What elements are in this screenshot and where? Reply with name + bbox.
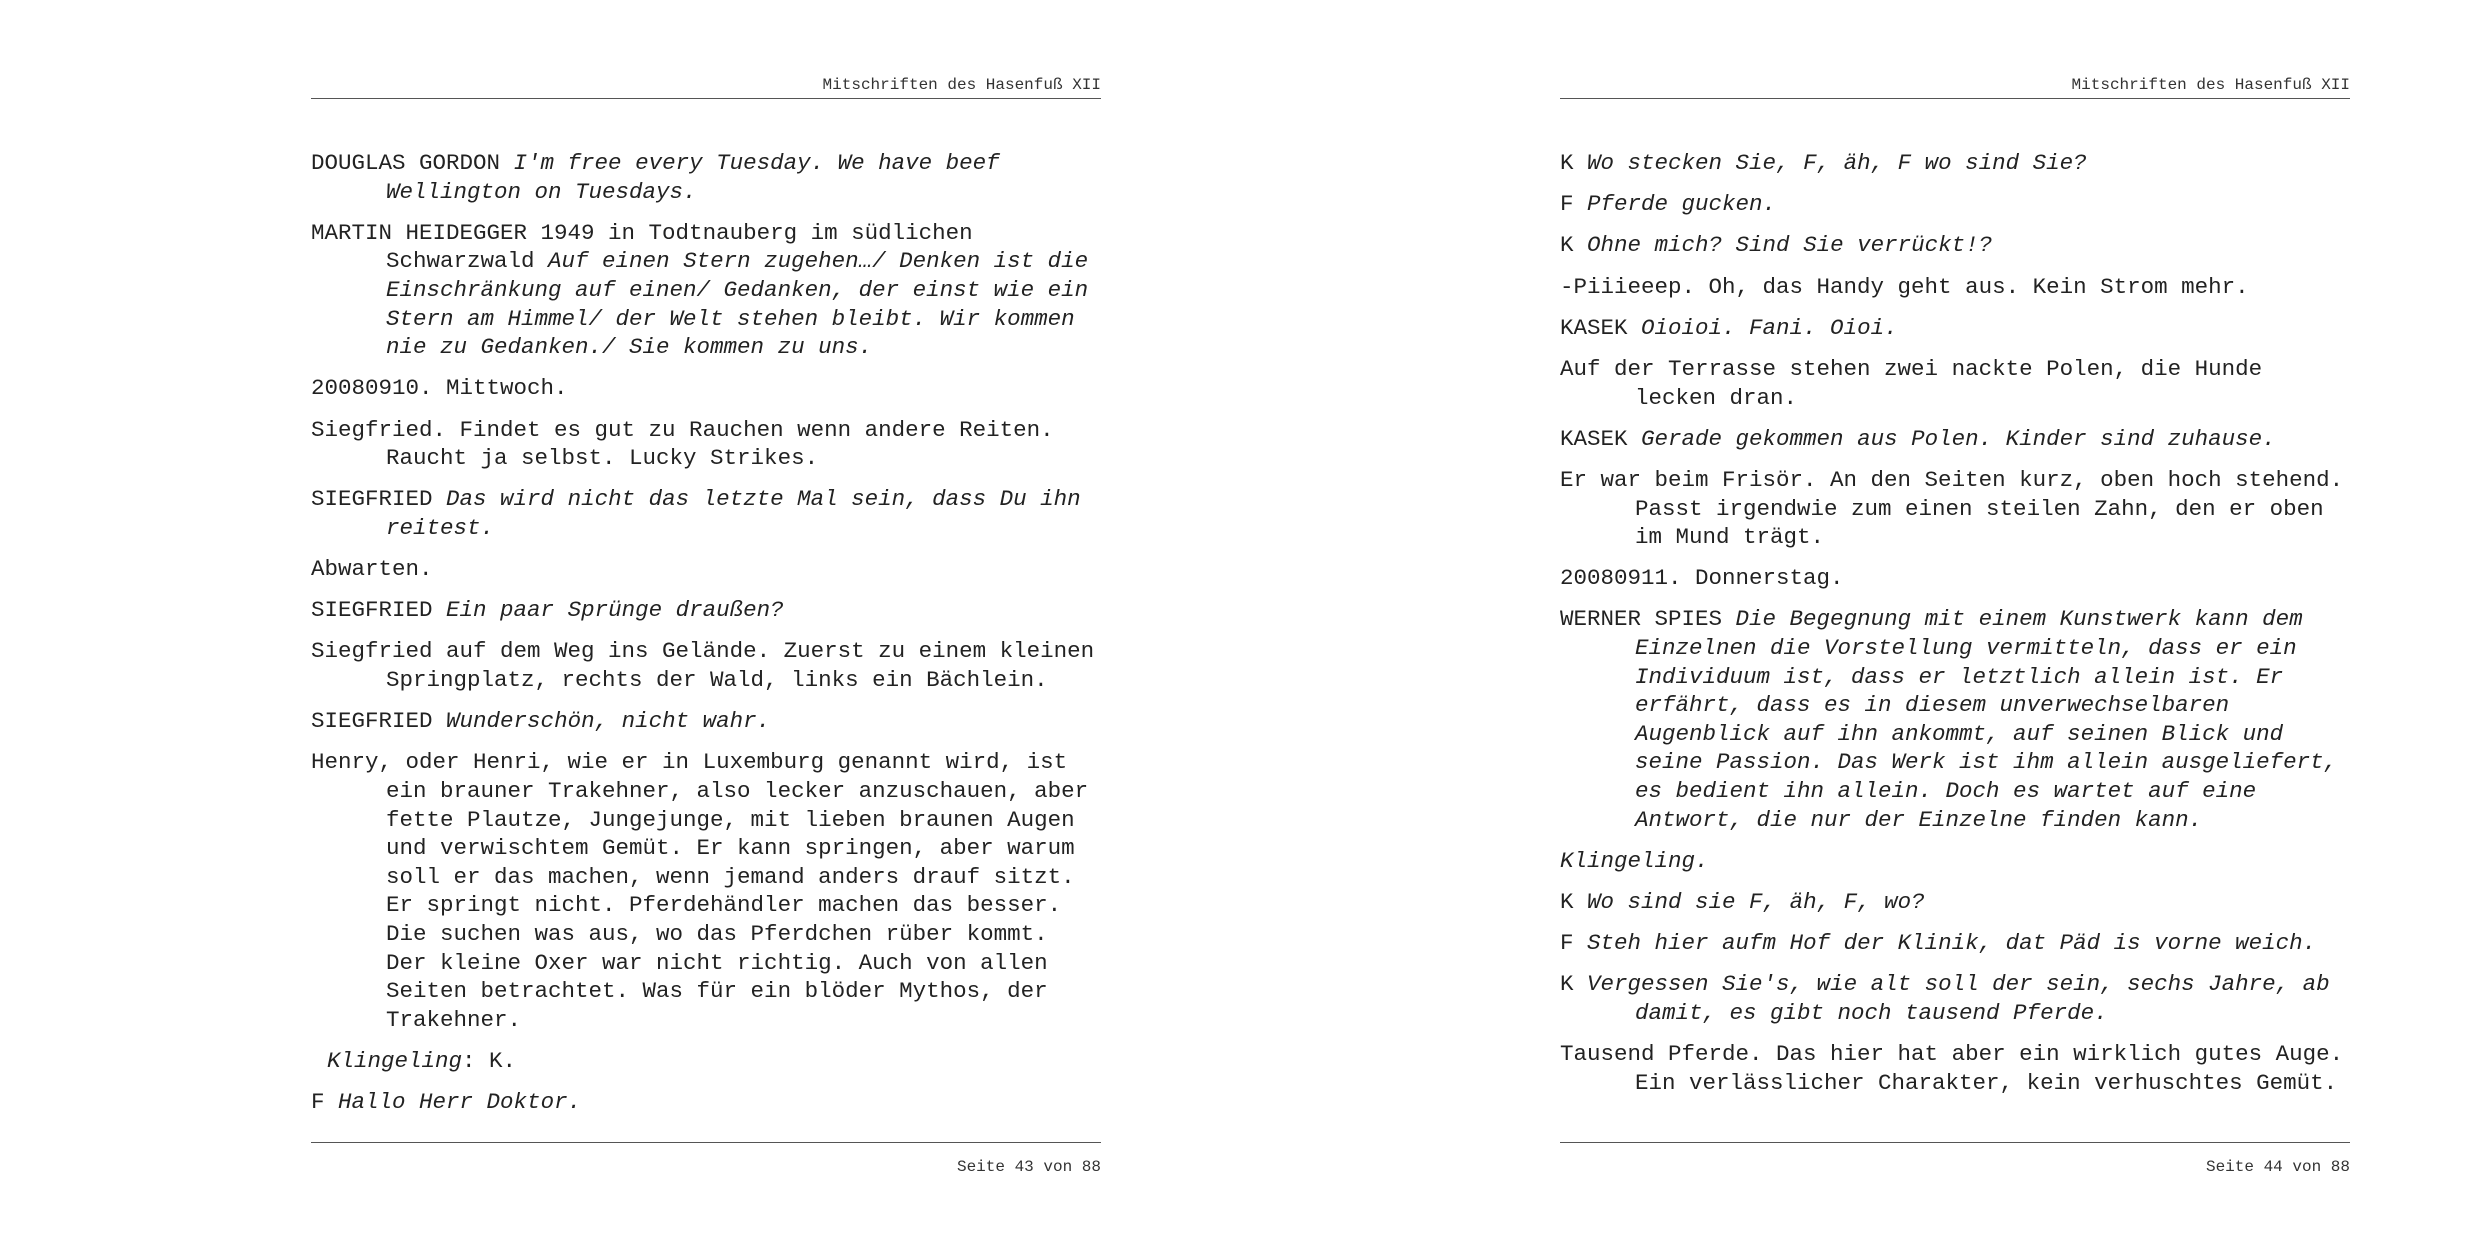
paragraph bbox=[311, 1088, 1101, 1117]
speaker-name: F bbox=[311, 1089, 325, 1116]
speech-text: Wo sind sie F, äh, F, wo? bbox=[1587, 889, 1925, 915]
speaker-name: K bbox=[1560, 232, 1574, 259]
page-header: Mitschriften des Hasenfuß XII bbox=[822, 76, 1101, 94]
speech-text: Die Begegnung mit einem Kunstwerk kann dem Einzelnen die Vorstellung vermitteln, dass er ein Individuum ist, dass er letztlich allein ist. Er erfährt, dass es in diesem unverwechselbaren Augenblick auf ihn ankommt, auf seinen Blick und seine Passion. Das Werk ist ihm allein ausgeliefert, es bedient ihn allein. Doch es wartet auf eine Antwort, die nur der Einzelne finden kann. bbox=[1635, 606, 2338, 833]
speech-text: I'm free every Tuesday. We have beef Wellington on Tuesdays. bbox=[386, 150, 1000, 205]
paragraph bbox=[311, 149, 1101, 206]
page-header: Mitschriften des Hasenfuß XII bbox=[2071, 76, 2350, 94]
right-page bbox=[1560, 0, 2350, 1240]
page-content bbox=[1560, 149, 2350, 1110]
speech-text: Oioioi. Fani. Oioi. bbox=[1641, 314, 1898, 341]
lead-text: MARTIN HEIDEGGER 1949 in Todtnauberg im südlichen Schwarzwald bbox=[311, 219, 973, 275]
paragraph bbox=[311, 485, 1101, 542]
speaker-name: SIEGFRIED bbox=[311, 597, 433, 624]
narrative-text: Siegfried auf dem Weg ins Gelände. Zuerst zu einem kleinen Springplatz, rechts der Wald, links ein Bächlein. bbox=[311, 638, 1095, 694]
footer-rule bbox=[1560, 1142, 2350, 1143]
left-page bbox=[311, 0, 1101, 1240]
paragraph bbox=[311, 748, 1101, 1034]
quote-text: Auf einen Stern zugehen…/ Denken ist die Einschränkung auf einen/ Gedanken, der einst wie ein Stern am Himmel/ der Welt stehen bleibt. Wir kommen nie zu Gedanken./ Sie kommen zu uns. bbox=[386, 248, 1089, 361]
speaker-name: KASEK bbox=[1560, 314, 1628, 341]
speaker-name: K bbox=[1560, 150, 1574, 176]
narrative-text: Er war beim Frisör. An den Seiten kurz, oben hoch stehend. Passt irgendwie zum einen steilen Zahn, den er oben im Mund trägt. bbox=[1560, 466, 2344, 551]
speaker-name: DOUGLAS GORDON bbox=[311, 150, 501, 176]
paragraph bbox=[311, 374, 1101, 403]
page-footer: Seite 43 von 88 bbox=[956, 1158, 1101, 1176]
footer-rule bbox=[311, 1142, 1101, 1143]
speaker-name: K bbox=[1560, 889, 1574, 915]
speaker-name: KASEK bbox=[1560, 425, 1628, 452]
paragraph bbox=[1560, 847, 2350, 876]
paragraph bbox=[311, 637, 1101, 694]
speaker-name: SIEGFRIED bbox=[311, 486, 433, 513]
page-content bbox=[311, 149, 1101, 1129]
paragraph bbox=[311, 416, 1101, 473]
narrative-text: Henry, oder Henri, wie er in Luxemburg genannt wird, ist ein brauner Trakehner, also lecker anzuschauen, aber fette Plautze, Jungejunge, mit lieben braunen Augen und verwischtem Gemüt. Er kann springen, aber warum soll er das machen, wenn jemand anders drauf sitzt. Er springt nicht. Pferdehändler machen das besser. Die suchen was aus, wo das Pferdchen rüber kommt. Der kleine Oxer war nicht richtig. Auch von allen Seiten betrachtet. Was für ein blöder Mythos, der Trakehner. bbox=[311, 749, 1089, 1033]
speaker-name: WERNER SPIES bbox=[1560, 606, 1723, 633]
cue-text: Klingeling bbox=[327, 1047, 463, 1074]
paragraph bbox=[1560, 425, 2350, 454]
header-rule bbox=[311, 98, 1101, 99]
narrative-text: Abwarten. bbox=[311, 556, 433, 583]
speaker-name: F bbox=[1560, 191, 1574, 218]
speech-text: Ein paar Sprünge draußen? bbox=[446, 597, 784, 624]
speech-text: Das wird nicht das letzte Mal sein, dass Du ihn reitest. bbox=[386, 486, 1081, 541]
paragraph bbox=[1560, 605, 2350, 834]
paragraph bbox=[311, 219, 1101, 362]
cue-text: Klingeling. bbox=[1560, 847, 1709, 874]
speech-text: Steh hier aufm Hof der Klinik, dat Päd is vorne weich. bbox=[1587, 930, 2317, 957]
paragraph bbox=[311, 596, 1101, 625]
date-line: 20080910. Mittwoch. bbox=[311, 375, 568, 402]
paragraph bbox=[1560, 888, 2350, 917]
paragraph bbox=[1560, 564, 2350, 593]
paragraph bbox=[1560, 149, 2350, 178]
speaker-name: SIEGFRIED bbox=[311, 708, 433, 735]
paragraph bbox=[1560, 1040, 2350, 1097]
paragraph bbox=[1560, 355, 2350, 412]
speech-text: Vergessen Sie's, wie alt soll der sein, sechs Jahre, ab damit, es gibt noch tausend Pferde. bbox=[1587, 971, 2330, 1026]
paragraph bbox=[1560, 466, 2350, 552]
paragraph bbox=[1560, 929, 2350, 958]
paragraph bbox=[1560, 231, 2350, 260]
paragraph bbox=[1560, 190, 2350, 219]
speech-text: Wo stecken Sie, F, äh, F wo sind Sie? bbox=[1587, 150, 2087, 176]
speech-text: Gerade gekommen aus Polen. Kinder sind zuhause. bbox=[1641, 425, 2276, 452]
speech-text: Pferde gucken. bbox=[1587, 191, 1777, 218]
header-rule bbox=[1560, 98, 2350, 99]
paragraph bbox=[311, 707, 1101, 736]
cue-rest: : K. bbox=[462, 1047, 517, 1074]
paragraph bbox=[1560, 273, 2350, 302]
speaker-name: F bbox=[1560, 930, 1574, 957]
speech-text: Wunderschön, nicht wahr. bbox=[446, 708, 771, 735]
speaker-name: K bbox=[1560, 971, 1574, 998]
paragraph bbox=[1560, 314, 2350, 343]
date-line: 20080911. Donnerstag. bbox=[1560, 565, 1844, 592]
speech-text: Ohne mich? Sind Sie verrückt!? bbox=[1587, 232, 1993, 259]
narrative-text: -Piiieeep. Oh, das Handy geht aus. Kein Strom mehr. bbox=[1560, 273, 2249, 300]
page-footer: Seite 44 von 88 bbox=[2205, 1158, 2350, 1176]
paragraph bbox=[311, 555, 1101, 584]
narrative-text: Siegfried. Findet es gut zu Rauchen wenn andere Reiten. Raucht ja selbst. Lucky Strikes. bbox=[311, 416, 1054, 472]
speech-text: Hallo Herr Doktor. bbox=[338, 1089, 582, 1116]
paragraph bbox=[311, 1047, 1101, 1076]
narrative-text: Auf der Terrasse stehen zwei nackte Polen, die Hunde lecken dran. bbox=[1560, 355, 2263, 411]
narrative-text: Tausend Pferde. Das hier hat aber ein wirklich gutes Auge. Ein verlässlicher Charakter, kein verhuschtes Gemüt. bbox=[1560, 1041, 2344, 1096]
paragraph bbox=[1560, 970, 2350, 1027]
